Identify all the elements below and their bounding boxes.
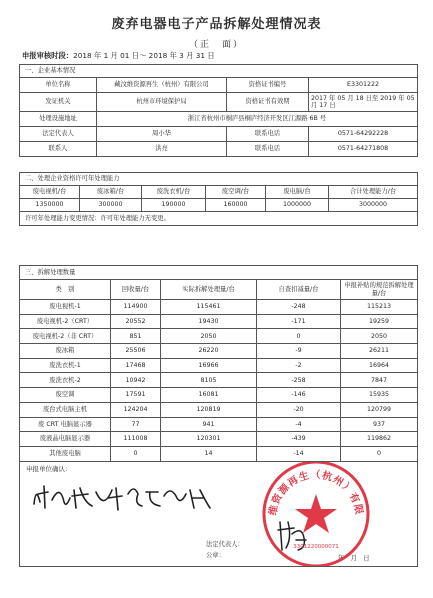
recycled-count: 0 bbox=[111, 446, 161, 461]
dismantled-count: 2050 bbox=[161, 329, 257, 344]
capacity-header: 废电视机/台 bbox=[20, 186, 80, 199]
recycled-count: 25506 bbox=[111, 344, 161, 359]
dismantled-count: 14 bbox=[161, 446, 257, 461]
field-label: 发证机关 bbox=[20, 93, 97, 112]
deduction-count: -2 bbox=[257, 358, 341, 373]
seal-number: 3301220000071 bbox=[293, 543, 339, 550]
deduction-count: -14 bbox=[257, 446, 341, 461]
dismantled-count: 115461 bbox=[161, 300, 257, 315]
subsidy-count: 19259 bbox=[341, 314, 418, 329]
seal-label: 公章： bbox=[206, 551, 225, 559]
issuing-authority: 杭州市环境保护局 bbox=[97, 93, 227, 112]
form-subtitle: （正 面） bbox=[188, 40, 244, 50]
recycled-count: 17591 bbox=[111, 388, 161, 403]
subsidy-count: 937 bbox=[341, 417, 418, 432]
section1-heading: 一、企业基本情况 bbox=[20, 65, 418, 78]
table-row bbox=[20, 432, 418, 447]
deduction-count: -171 bbox=[257, 314, 341, 329]
table-row bbox=[20, 446, 418, 461]
deduction-count: 0 bbox=[257, 329, 341, 344]
section3-heading: 三、拆解处理数量 bbox=[20, 266, 418, 280]
field-label: 法定代表人 bbox=[20, 127, 97, 142]
column-header: 自查扣减量/台 bbox=[257, 280, 341, 300]
table-row bbox=[20, 388, 418, 403]
recycled-count: 114900 bbox=[111, 300, 161, 315]
phone-number: 0571-64292228 bbox=[309, 127, 418, 142]
capacity-header: 合计处理能力/台 bbox=[329, 186, 418, 199]
table-row bbox=[20, 314, 418, 329]
deduction-count: -258 bbox=[257, 373, 341, 388]
form-title: 废弃电器电子产品拆解处理情况表 bbox=[111, 17, 322, 32]
category-name: 废电视机-2（CRT） bbox=[20, 314, 111, 329]
field-label: 联系电话 bbox=[227, 127, 309, 142]
field-label: 资格证书有效期 bbox=[227, 93, 309, 112]
category-name: 废冰箱 bbox=[20, 344, 111, 359]
capacity-value: 160000 bbox=[206, 199, 266, 212]
deduction-count: -9 bbox=[257, 344, 341, 359]
capacity-header: 废电脑/台 bbox=[266, 186, 329, 199]
capacity-header: 废空调/台 bbox=[206, 186, 266, 199]
subsidy-count: 2050 bbox=[341, 329, 418, 344]
capacity-header: 废冰箱/台 bbox=[80, 186, 142, 199]
subsidy-count: 7847 bbox=[341, 373, 418, 388]
field-label: 单位名称 bbox=[20, 78, 97, 93]
capacity-value: 1350000 bbox=[20, 199, 80, 212]
handwritten-approval bbox=[30, 480, 230, 514]
category-name: 废台式电脑主机 bbox=[20, 402, 111, 417]
capacity-value: 3000000 bbox=[329, 199, 418, 212]
dismantled-count: 8105 bbox=[161, 373, 257, 388]
capacity-change-note: 许可年处理能力变更情况：许可年处理能力无变更。 bbox=[20, 212, 418, 226]
facility-address: 浙江省杭州市桐庐县桐庐经济开发区江源路 6B 号 bbox=[97, 112, 418, 127]
category-name: 废空调 bbox=[20, 388, 111, 403]
seal-text: 维资源再生（杭州）有限 bbox=[267, 469, 365, 516]
legal-representative: 周小华 bbox=[97, 127, 227, 142]
dismantled-count: 120301 bbox=[161, 432, 257, 447]
field-label: 处理设施地址 bbox=[20, 112, 97, 127]
capacity-table bbox=[19, 172, 418, 226]
deduction-count: -20 bbox=[257, 402, 341, 417]
reporting-period bbox=[22, 51, 215, 61]
dismantled-count: 16081 bbox=[161, 388, 257, 403]
dismantled-count: 16966 bbox=[161, 358, 257, 373]
period-label: 申报审核时段： bbox=[22, 51, 74, 60]
recycled-count: 124204 bbox=[111, 402, 161, 417]
subsidy-count: 119862 bbox=[341, 432, 418, 447]
certificate-validity: 2017 年 05 月 18 日至 2019 年 05 月 17 日 bbox=[309, 93, 418, 112]
date-label: 年 月 日 bbox=[338, 554, 370, 562]
category-name: 废电视机-1 bbox=[20, 300, 111, 315]
dismantling-table bbox=[19, 265, 418, 567]
company-seal bbox=[258, 461, 374, 566]
subsidy-count: 120799 bbox=[341, 402, 418, 417]
recycled-count: 111008 bbox=[111, 432, 161, 447]
dismantled-count: 941 bbox=[161, 417, 257, 432]
subsidy-count: 115213 bbox=[341, 300, 418, 315]
recycled-count: 10942 bbox=[111, 373, 161, 388]
deduction-count: -4 bbox=[257, 417, 341, 432]
column-header: 回收量/台 bbox=[111, 280, 161, 300]
column-header: 申报补贴的规范拆解处理量/台 bbox=[341, 280, 418, 300]
deduction-count: -146 bbox=[257, 388, 341, 403]
category-name: 废液晶电脑显示器 bbox=[20, 432, 111, 447]
capacity-header: 废洗衣机/台 bbox=[142, 186, 206, 199]
recycled-count: 77 bbox=[111, 417, 161, 432]
deduction-count: -248 bbox=[257, 300, 341, 315]
subsidy-count: 16964 bbox=[341, 358, 418, 373]
table-row bbox=[20, 329, 418, 344]
table-row bbox=[20, 300, 418, 315]
table-row bbox=[20, 417, 418, 432]
field-label: 联系电话 bbox=[227, 142, 309, 157]
dismantled-count: 19430 bbox=[161, 314, 257, 329]
table-row bbox=[20, 358, 418, 373]
contact-person: 洪亮 bbox=[97, 142, 227, 157]
column-header: 类 别 bbox=[20, 280, 111, 300]
table-row bbox=[20, 344, 418, 359]
capacity-value: 190000 bbox=[142, 199, 206, 212]
enterprise-info-table bbox=[19, 64, 418, 157]
field-label: 联系人 bbox=[20, 142, 97, 157]
category-name: 废洗衣机-1 bbox=[20, 358, 111, 373]
subsidy-count: 15935 bbox=[341, 388, 418, 403]
category-name: 废电视机-2（非 CRT） bbox=[20, 329, 111, 344]
capacity-value: 300000 bbox=[80, 199, 142, 212]
period-value: 2018 年 1 月 01 日～ 2018 年 3 月 31 日 bbox=[73, 51, 215, 60]
subsidy-count: 0 bbox=[341, 446, 418, 461]
confirm-label: 申报单位确认： bbox=[26, 464, 72, 473]
category-name: 废洗衣机-2 bbox=[20, 373, 111, 388]
subsidy-count: 26211 bbox=[341, 344, 418, 359]
capacity-value: 1000000 bbox=[266, 199, 329, 212]
recycled-count: 20552 bbox=[111, 314, 161, 329]
company-name: 藏汶维资源再生（杭州）有限公司 bbox=[97, 78, 227, 93]
dismantled-count: 120819 bbox=[161, 402, 257, 417]
category-name: 其他废电脑 bbox=[20, 446, 111, 461]
deduction-count: -439 bbox=[257, 432, 341, 447]
recycled-count: 17468 bbox=[111, 358, 161, 373]
category-name: 废 CRT 电脑显示器 bbox=[20, 417, 111, 432]
table-row bbox=[20, 402, 418, 417]
confirmation-area bbox=[20, 462, 417, 566]
recycled-count: 851 bbox=[111, 329, 161, 344]
table-row bbox=[20, 373, 418, 388]
legal-rep-label: 法定代表人： bbox=[206, 540, 244, 548]
field-label: 资格证书编号 bbox=[227, 78, 309, 93]
column-header: 实际拆解处理量/台 bbox=[161, 280, 257, 300]
dismantled-count: 26220 bbox=[161, 344, 257, 359]
section2-heading: 二、处理企业资格许可年处理能力 bbox=[20, 173, 418, 186]
certificate-number: E3301222 bbox=[309, 78, 418, 93]
contact-phone: 0571-64271808 bbox=[309, 142, 418, 157]
